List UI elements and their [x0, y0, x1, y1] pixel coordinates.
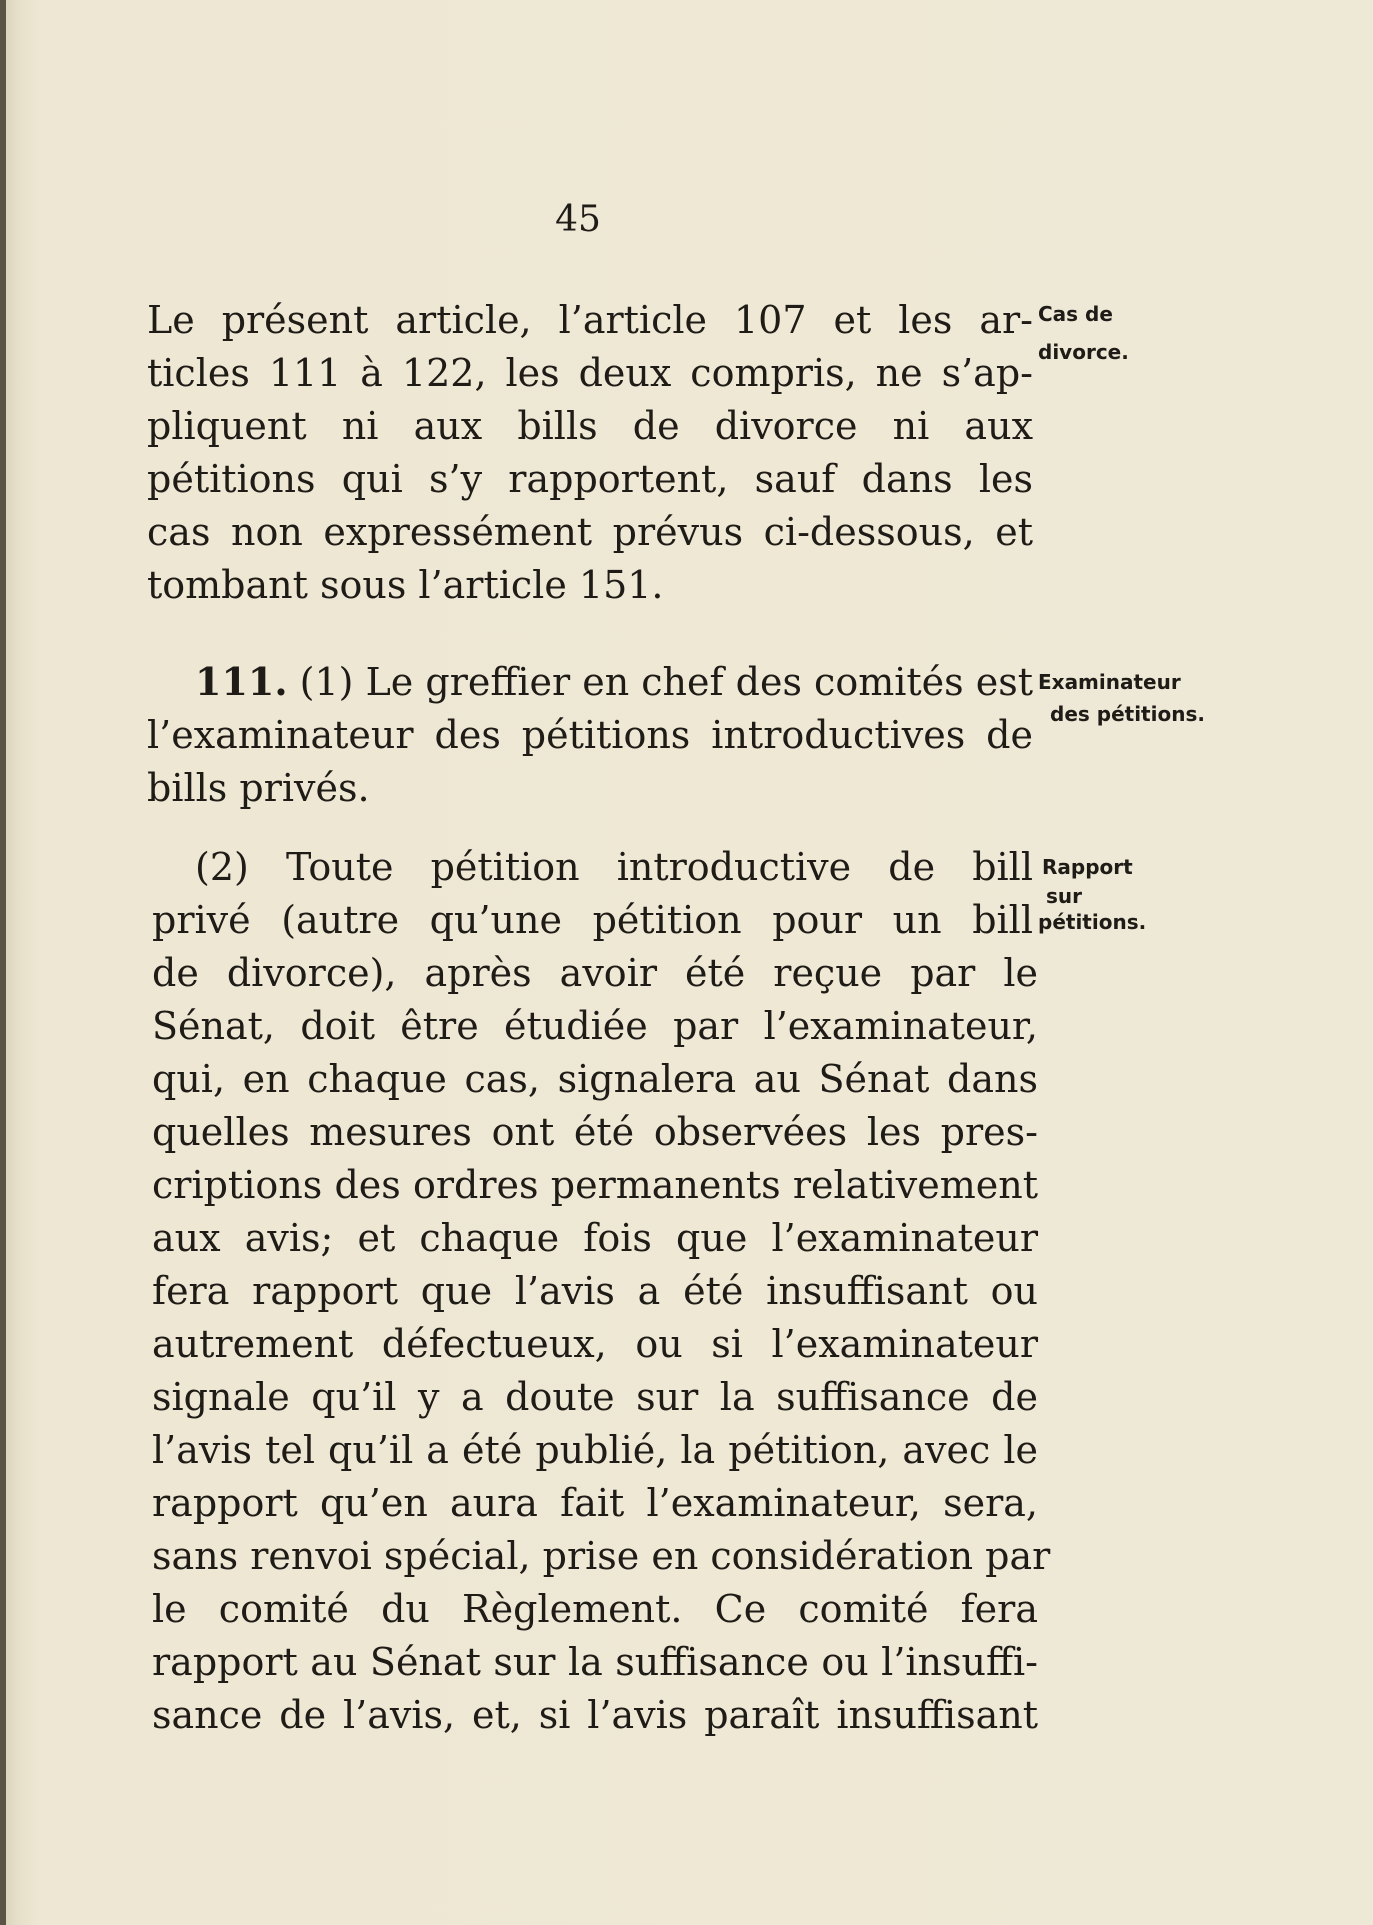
- text-line: l’examinateur des pétitions introductives de: [147, 713, 1033, 757]
- text-line: le comité du Règlement. Ce comité fera: [152, 1587, 1038, 1631]
- text-line: (2) Toute pétition introductive de bill: [195, 845, 1033, 889]
- margin-note-line: Rapport: [1042, 855, 1133, 879]
- margin-note-line: pétitions.: [1038, 910, 1147, 934]
- text-line: pliquent ni aux bills de divorce ni aux: [147, 404, 1033, 448]
- margin-note-line: Cas de: [1038, 302, 1113, 326]
- text-line: qui, en chaque cas, signalera au Sénat dans: [152, 1057, 1038, 1101]
- text-line: de divorce), après avoir été reçue par le: [152, 951, 1038, 995]
- section-number: 111.: [195, 659, 288, 704]
- text-line: signale qu’il y a doute sur la suffisance de: [152, 1375, 1038, 1419]
- page-number: 45: [555, 199, 601, 240]
- text-line: fera rapport que l’avis a été insuffisant ou: [152, 1269, 1038, 1313]
- section-first-line-text: (1) Le greffier en chef des comités est: [299, 660, 1033, 704]
- text-line: aux avis; et chaque fois que l’examinateur: [152, 1216, 1038, 1260]
- margin-note-line: des pétitions.: [1050, 702, 1205, 726]
- text-line: ticles 111 à 122, les deux compris, ne s’ap-: [147, 351, 1033, 395]
- text-line: Le présent article, l’article 107 et les ar-: [147, 298, 1033, 342]
- margin-note-line: sur: [1046, 884, 1083, 908]
- text-line: bills privés.: [147, 766, 370, 810]
- text-line: privé (autre qu’une pétition pour un bill: [152, 898, 1033, 942]
- text-line: tombant sous l’article 151.: [147, 563, 664, 607]
- text-line: rapport qu’en aura fait l’examinateur, sera,: [152, 1481, 1038, 1525]
- text-line: criptions des ordres permanents relativement: [152, 1163, 1038, 1207]
- text-line: l’avis tel qu’il a été publié, la pétition, avec le: [152, 1428, 1038, 1472]
- margin-note-line: Examinateur: [1038, 670, 1181, 694]
- margin-note-line: divorce.: [1038, 340, 1129, 364]
- text-line: sance de l’avis, et, si l’avis paraît insuffisant: [152, 1693, 1038, 1737]
- text-line: pétitions qui s’y rapportent, sauf dans les: [147, 457, 1033, 501]
- text-line: quelles mesures ont été observées les pres-: [152, 1110, 1038, 1154]
- book-spine-edge: [0, 0, 6, 1925]
- text-line: [195, 657, 1033, 707]
- text-line: autrement défectueux, ou si l’examinateur: [152, 1322, 1038, 1366]
- text-line: rapport au Sénat sur la suffisance ou l’insuffi-: [152, 1640, 1038, 1684]
- text-line: sans renvoi spécial, prise en considération par: [152, 1534, 1051, 1578]
- text-line: cas non expressément prévus ci-dessous, et: [147, 510, 1033, 554]
- text-line: Sénat, doit être étudiée par l’examinateur,: [152, 1004, 1038, 1048]
